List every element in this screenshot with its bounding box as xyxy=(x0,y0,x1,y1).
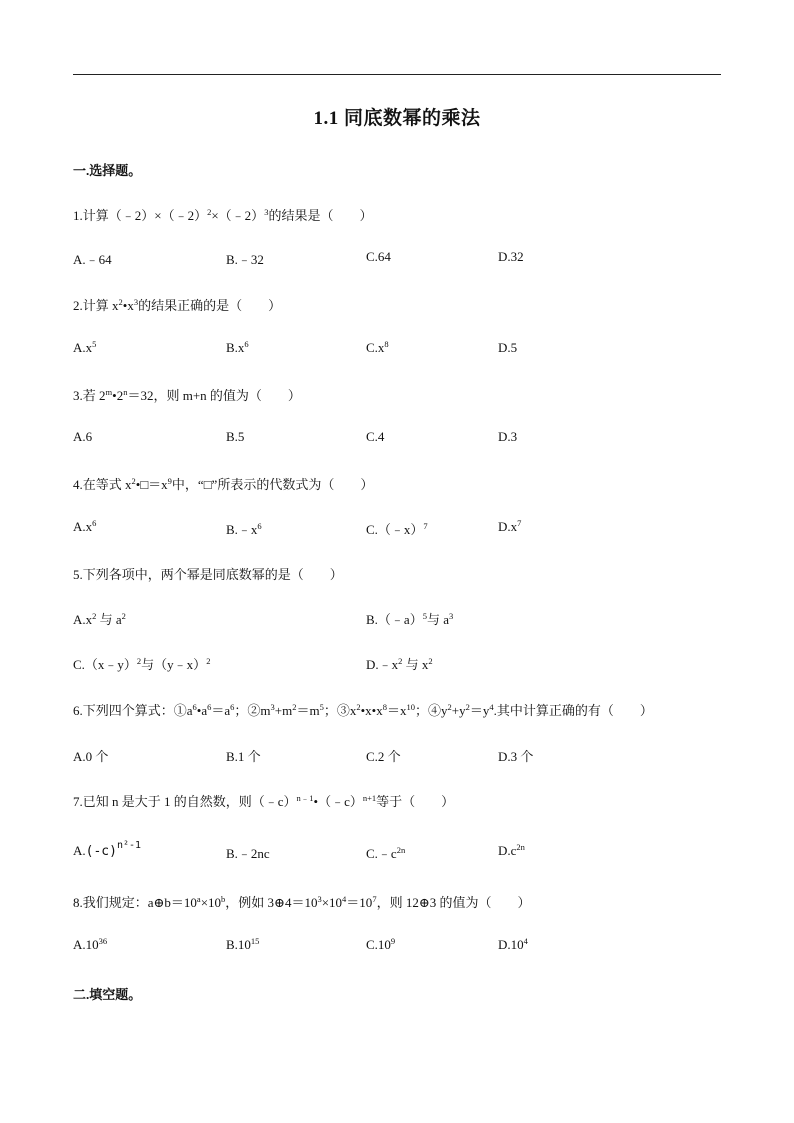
question-1: 1.计算（﹣2）×（﹣2）$^2$×（﹣2）$^3$的结果是（ ） xyxy=(73,207,373,223)
q7-option-c: $C.﹣c^{2n}$ xyxy=(366,845,406,861)
question-4: 4.在等式 $x^2•□=x^9$中，“□”所表示的代数式为（ ） xyxy=(73,476,374,492)
q4-option-c: C.（﹣x）$^7$ xyxy=(366,521,428,537)
q1-option-d: D.32 xyxy=(498,249,524,264)
section-heading-fill: 二.填空题。 xyxy=(73,987,142,1002)
q7-option-b: B.﹣2nc xyxy=(226,846,270,861)
q7-option-a-exponent: n²-1 xyxy=(116,840,142,851)
q3-option-d: D.3 xyxy=(498,429,518,444)
question-7: 7.已知 n 是大于 1 的自然数，则（﹣c）$^{n﹣1}$•（﹣c）$^{n+1}$等于（ ） xyxy=(73,793,455,809)
q4-option-d: $D.x^7$ xyxy=(498,518,522,534)
q2-option-d: D.5 xyxy=(498,340,518,355)
q2-option-c: $C.x^8$ xyxy=(366,339,389,355)
page-title: 1.1 同底数幂的乘法 xyxy=(313,108,481,129)
q7-option-a: $A.(-c)^{n^2-1}$ xyxy=(73,840,142,859)
question-8: 8.我们规定：$a\oplus b=10^a\times 10^b$，例如 $3\oplus 4=10^3\times 10^4=10^7$，则 12⊕3 的值为（ ） xyxy=(73,894,531,910)
q8-option-c: $C.10^9$ xyxy=(366,936,396,952)
q8-option-a: $A.10^{36}$ xyxy=(73,936,108,952)
q5-option-c: C.（x﹣y）$^2$与（y﹣x）$^2$ xyxy=(73,656,211,672)
question-5: 5.下列各项中，两个幂是同底数幂的是（ ） xyxy=(73,567,343,582)
q7-option-d: $D.c^{2n}$ xyxy=(498,842,525,858)
q5-option-a: $A.x^2$ 与 $a^2$ xyxy=(73,611,126,627)
question-2: 2.计算 $x^2•x^3$的结果正确的是（ ） xyxy=(73,297,282,313)
q8-option-d: $D.10^4$ xyxy=(498,936,528,952)
q3-option-c: C.4 xyxy=(366,429,385,444)
q1-option-b: B.﹣32 xyxy=(226,252,264,267)
q5-option-d: $D.﹣x^2$ 与 $x^2$ xyxy=(366,656,433,672)
q4-option-b: $B.﹣x^6$ xyxy=(226,521,262,537)
q2-option-b: $B.x^6$ xyxy=(226,339,249,355)
q6-option-c: C.2 个 xyxy=(366,749,401,764)
header-rule xyxy=(73,74,721,75)
q6-option-b: B.1 个 xyxy=(226,749,261,764)
section-heading-choice: 一.选择题。 xyxy=(73,163,142,178)
question-3: 3.若 $2^m•2^n=32$，则 m+n 的值为（ ） xyxy=(73,387,301,403)
q1-option-a: A.﹣64 xyxy=(73,252,112,267)
q7-option-a-base: (-c) xyxy=(85,844,117,859)
q5-option-b: B.（﹣a）$^5$与 $a^3$ xyxy=(366,611,454,627)
q2-option-a: $A.x^5$ xyxy=(73,339,97,355)
q3-option-b: B.5 xyxy=(226,429,245,444)
q6-option-a: A.0 个 xyxy=(73,749,109,764)
question-6: 6.下列四个算式：$①a^6•a^6=a^6$；$②m^3+m^2=m^5$；$③x^2•x•x^8=x^{10}$；$④y^2+y^2=y^4$.其中计算正确的有（ ） xyxy=(73,702,653,718)
q6-option-d: D.3 个 xyxy=(498,749,534,764)
q4-option-a: $A.x^6$ xyxy=(73,518,97,534)
q3-option-a: A.6 xyxy=(73,429,93,444)
q8-option-b: $B.10^{15}$ xyxy=(226,936,260,952)
q1-option-c: C.64 xyxy=(366,249,391,264)
